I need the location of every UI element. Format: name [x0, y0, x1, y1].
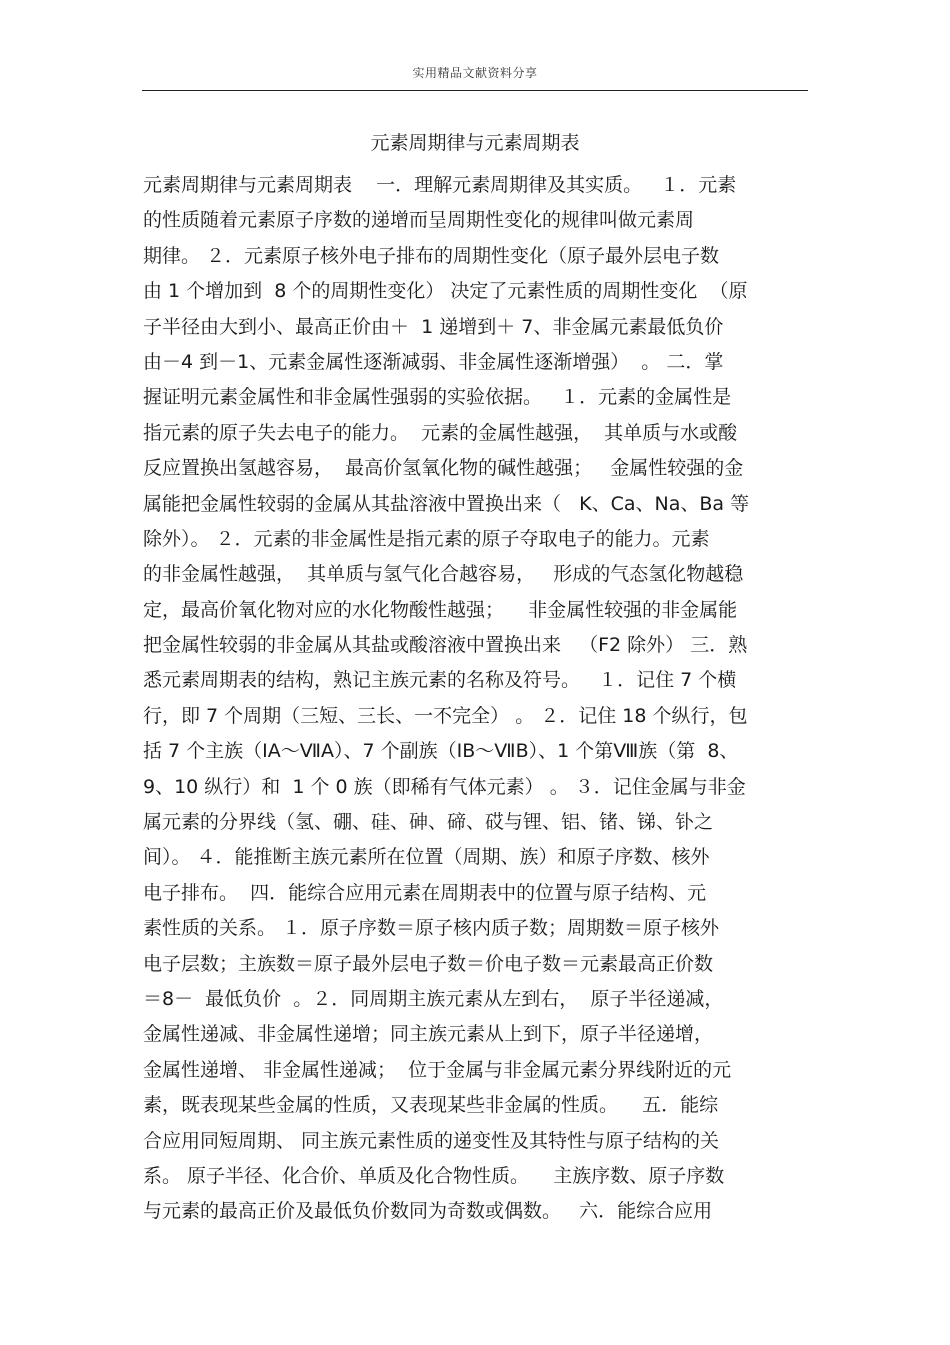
body-line: 属能把金属性较弱的金属从其盐溶液中置换出来（ K、Ca、Na、Ba 等 — [143, 492, 750, 515]
body-line: 除外）。 ２．元素的非金属性是指元素的原子夺取电子的能力。元素 — [143, 527, 710, 550]
body-line: 行，即 7 个周期（三短、三长、一不完全） 。 ２．记住 18 个纵行，包 — [143, 704, 748, 727]
document-body — [143, 168, 823, 1230]
body-line: 括 7 个主族（ⅠA～ⅦA）、7 个副族（ⅠB～ⅦB）、1 个第Ⅷ族（第 8、 — [143, 740, 739, 763]
body-line: 素性质的关系。 １．原子序数＝原子核内质子数；周期数＝原子核外 — [143, 917, 720, 940]
body-line: ＝8－ 最低负价 。２．同周期主族元素从左到右， 原子半径递减， — [143, 987, 724, 1010]
body-line: 定，最高价氧化物对应的水化物酸性越强； 非金属性较强的非金属能 — [143, 598, 738, 621]
body-line: 的非金属性越强， 其单质与氢气化合越容易， 形成的气态氢化物越稳 — [143, 563, 744, 586]
body-line: 指元素的原子失去电子的能力。 元素的金属性越强， 其单质与水或酸 — [143, 421, 738, 444]
body-line: 合应用同短周期、 同主族元素性质的递变性及其特性与原子结构的关 — [143, 1129, 720, 1152]
body-line: 素，既表现某些金属的性质，又表现某些非金属的性质。 五．能综 — [143, 1094, 719, 1117]
body-line: 金属性递增、 非金属性递减； 位于金属与非金属元素分界线附近的元 — [143, 1058, 732, 1081]
body-line: 9、10 纵行）和 1 个 0 族（即稀有气体元素） 。 ３．记住金属与非金 — [143, 775, 746, 798]
body-line: 期律。 ２．元素原子核外电子排布的周期性变化（原子最外层电子数 — [143, 244, 720, 267]
body-line: 悉元素周期表的结构，熟记主族元素的名称及符号。 １．记住 7 个横 — [143, 669, 737, 692]
page-header: 实用精品文献资料分享 — [412, 66, 538, 80]
body-line: 子半径由大到小、最高正价由＋ 1 递增到＋ 7、非金属元素最低负价 — [143, 315, 724, 338]
body-line: 握证明元素金属性和非金属性强弱的实验依据。 １．元素的金属性是 — [143, 386, 732, 409]
body-line: 电子排布。 四．能综合应用元素在周期表中的位置与原子结构、元 — [143, 881, 707, 904]
body-line: 间）。 ４．能推断主族元素所在位置（周期、族）和原子序数、核外 — [143, 846, 710, 869]
body-line: 由－4 到－1、元素金属性逐渐减弱、非金属性逐渐增强） 。 二．掌 — [143, 350, 724, 373]
body-line: 把金属性较弱的非金属从其盐或酸溶液中置换出来 （F2 除外） 三．熟 — [143, 634, 748, 657]
body-line: 元素周期律与元素周期表 一．理解元素周期律及其实质。 １．元素 — [143, 174, 737, 196]
body-line: 的性质随着元素原子序数的递增而呈周期性变化的规律叫做元素周 — [143, 209, 695, 232]
body-line: 与元素的最高正价及最低负价数同为奇数或偶数。 六．能综合应用 — [143, 1200, 713, 1223]
body-line: 由 1 个增加到 8 个的周期性变化） 决定了元素性质的周期性变化 （原 — [143, 280, 748, 303]
body-line: 系。 原子半径、化合价、单质及化合物性质。 主族序数、原子序数 — [143, 1164, 725, 1187]
header-divider — [142, 90, 808, 91]
body-line: 属元素的分界线（氢、硼、硅、砷、碲、砹与锂、铝、锗、锑、钋之 — [143, 811, 714, 834]
body-line: 金属性递减、非金属性递增；同主族元素从上到下，原子半径递增， — [143, 1023, 714, 1046]
body-line: 反应置换出氢越容易， 最高价氢氧化物的碱性越强； 金属性较强的金 — [143, 457, 744, 480]
body-line: 电子层数；主族数＝原子最外层电子数＝价电子数＝元素最高正价数 — [143, 952, 714, 975]
document-title: 元素周期律与元素周期表 — [370, 132, 580, 154]
